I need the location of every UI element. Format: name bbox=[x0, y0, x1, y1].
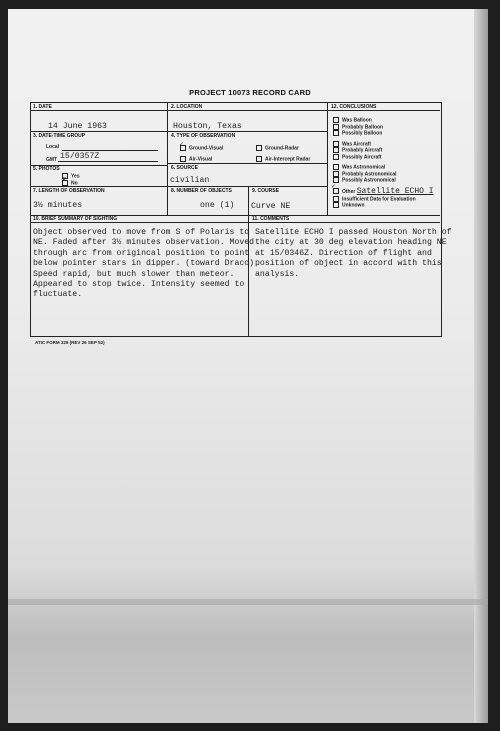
summary-line: fluctuate. bbox=[33, 290, 83, 300]
location-label: 2. LOCATION bbox=[171, 104, 203, 110]
checkbox bbox=[333, 117, 339, 123]
checkbox bbox=[333, 141, 339, 147]
date-label: 1. DATE bbox=[33, 104, 52, 110]
comments-text bbox=[255, 228, 452, 280]
summary-text bbox=[33, 228, 254, 301]
checkbox bbox=[256, 145, 262, 151]
source-value: civilian bbox=[170, 176, 210, 185]
length-label: 7. LENGTH OF OBSERVATION bbox=[33, 188, 105, 194]
divider-col1 bbox=[167, 102, 168, 216]
summary-line: through arc from origincal position to point bbox=[33, 248, 250, 258]
comments-line: analysis. bbox=[255, 269, 300, 279]
divider-col-conclusions bbox=[327, 102, 328, 216]
photos-yes[interactable]: Yes bbox=[62, 173, 80, 179]
obs-air-visual[interactable]: Air-Visual bbox=[180, 156, 212, 162]
conclusion-possibly-astronomical[interactable]: Possibly Astronomical bbox=[333, 177, 434, 184]
other-value: Satellite ECHO I bbox=[356, 186, 434, 196]
checkbox bbox=[333, 124, 339, 130]
photos-no[interactable]: No bbox=[62, 180, 78, 186]
checkbox bbox=[333, 196, 339, 202]
obs-air-intercept-radar[interactable]: Air-Intercept Radar bbox=[256, 156, 310, 162]
local-label: Local bbox=[46, 144, 60, 150]
photos-no-x-mark: ✗ bbox=[61, 177, 67, 184]
checkbox bbox=[333, 154, 339, 160]
gmt-label: GMT bbox=[46, 157, 58, 163]
obs-ground-visual[interactable]: Ground-Visual bbox=[180, 145, 223, 151]
objects-value: one (1) bbox=[200, 201, 235, 210]
ground-visual-check-mark: ✓ bbox=[179, 142, 185, 148]
form-number: ATIC FORM 329 (REV 26 SEP 52) bbox=[35, 340, 105, 345]
dtg-label: 3. DATE-TIME GROUP bbox=[33, 133, 86, 139]
conclusion-probably-balloon[interactable]: Probably Balloon bbox=[333, 124, 434, 131]
conclusion-possibly-balloon[interactable]: Possibly Balloon bbox=[333, 130, 434, 137]
conclusion-probably-aircraft[interactable]: Probably Aircraft bbox=[333, 147, 434, 154]
objects-label: 8. NUMBER OF OBJECTS bbox=[171, 188, 232, 194]
gmt-underline bbox=[58, 161, 158, 162]
comments-label: 11. COMMENTS bbox=[252, 216, 290, 222]
checkbox bbox=[333, 130, 339, 136]
divider-col-course bbox=[248, 186, 249, 216]
hline-3 bbox=[168, 131, 328, 132]
checkbox bbox=[333, 147, 339, 153]
local-underline bbox=[62, 150, 158, 151]
course-value: Curve NE bbox=[251, 202, 291, 211]
hline-2 bbox=[30, 131, 168, 132]
checkbox bbox=[333, 202, 339, 208]
comments-line: the city at 30 deg elevation heading NE bbox=[255, 238, 447, 248]
gmt-value: 15/0357Z bbox=[60, 152, 100, 161]
summary-line: below pointer stars in dipper. (toward Draco) bbox=[33, 259, 255, 269]
other-check-mark: ✓ bbox=[331, 184, 337, 190]
photos-label: 5. PHOTOS bbox=[33, 166, 60, 172]
summary-line: NE. Faded after 3½ minutes observation. Moved bbox=[33, 238, 255, 248]
hline-1 bbox=[30, 110, 328, 111]
hline-concl bbox=[328, 110, 440, 111]
comments-line: at 15/0346Z. Direction of flight and bbox=[255, 248, 432, 258]
source-label: 6. SOURCE bbox=[171, 165, 198, 171]
date-value: 14 June 1963 bbox=[48, 122, 107, 131]
checkbox bbox=[333, 164, 339, 170]
card-title: PROJECT 10073 RECORD CARD bbox=[189, 88, 311, 97]
checkbox bbox=[180, 156, 186, 162]
conclusions-label: 12. CONCLUSIONS bbox=[331, 104, 377, 110]
conclusion-unknown[interactable]: Unknown bbox=[333, 202, 434, 209]
length-value: 3½ minutes bbox=[33, 201, 83, 210]
hline-8 bbox=[30, 222, 440, 223]
scan-stripe bbox=[8, 599, 488, 605]
conclusion-was-balloon[interactable]: Was Balloon bbox=[333, 117, 434, 124]
location-value: Houston, Texas bbox=[173, 122, 242, 131]
comments-line: Satellite ECHO I passed Houston North of bbox=[255, 228, 452, 237]
summary-line: Appeared to stop twice. Intensity seemed to bbox=[33, 280, 245, 290]
conclusion-other[interactable]: Other Satellite ECHO I bbox=[333, 188, 434, 196]
conclusion-was-aircraft[interactable]: Was Aircraft bbox=[333, 141, 434, 148]
page-edge-shadow bbox=[474, 9, 488, 723]
obs-ground-radar[interactable]: Ground-Radar bbox=[256, 145, 299, 151]
checkbox bbox=[333, 171, 339, 177]
summary-line: Speed rapid, but much slower than meteor. bbox=[33, 269, 235, 279]
conclusion-insufficient-data[interactable]: Insufficient Data for Evaluation bbox=[333, 196, 434, 203]
conclusions-list bbox=[333, 117, 434, 209]
course-label: 9. COURSE bbox=[252, 188, 279, 194]
conclusion-probably-astronomical[interactable]: Probably Astronomical bbox=[333, 171, 434, 178]
hline-5 bbox=[168, 163, 328, 164]
checkbox bbox=[256, 156, 262, 162]
summary-line: Object observed to move from S of Polaris to bbox=[33, 228, 250, 237]
conclusion-was-astronomical[interactable]: Was Astronomical bbox=[333, 164, 434, 171]
summary-label: 10. BRIEF SUMMARY OF SIGHTING bbox=[33, 216, 118, 222]
obs-type-label: 4. TYPE OF OBSERVATION bbox=[171, 133, 236, 139]
comments-line: position of object in accord with this bbox=[255, 259, 442, 269]
conclusion-possibly-aircraft[interactable]: Possibly Aircraft bbox=[333, 154, 434, 161]
